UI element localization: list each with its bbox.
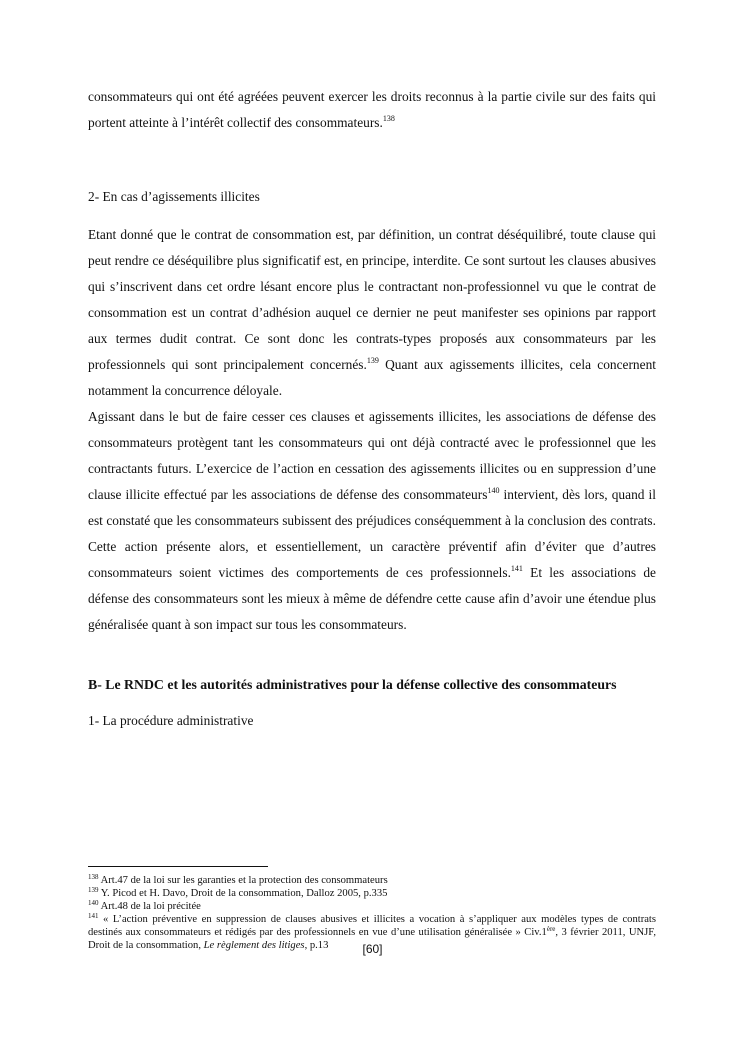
footnotes (88, 874, 656, 952)
footnote-139: $^{139}$ Y. Picod et H. Davo, Droit de la consommation, Dalloz 2005, p.335 (88, 886, 388, 899)
section-b-heading: B- Le RNDC et les autorités administratives pour la défense collective des consommateurs (88, 677, 617, 692)
subheading-administrative-procedure: 1- La procédure administrative (88, 713, 254, 728)
body-text (88, 84, 656, 734)
footnote-138: $^{138}$ Art.47 de la loi sur les garanties et la protection des consommateurs (88, 873, 388, 886)
footnote-separator (88, 866, 268, 867)
page-number: [60] (362, 942, 383, 956)
footnote-ref-140[interactable]: 140 (487, 486, 500, 495)
paragraph-civil-party: consommateurs qui ont été agréées peuvent exercer les droits reconnus à la partie civile sur des faits qui portent atteinte à l’intérêt collectif des consommateurs.$^{138}$ (88, 89, 656, 130)
paragraph-associations-action: Agissant dans le but de faire cesser ces clauses et agissements illicites, les associations de défense des consommateurs protègent tant les consommateurs qui ont déjà contracté avec le professionnel que les contractants futurs. L’exercice de l’action en cessation des agissements illicites ou en suppression d’une clause illicite effectué par les associations de défense des consommateurs$^{140}$ intervient, dès lors, quand il est constaté que les consommateurs subissent des préjudices conséquemment à la conclusion des contrats. Cette action présente alors, et essentiellement, un caractère préventif afin d’éviter que d’autres consommateurs soient victimes des comportements de ces professionnels.$^{141}$ Et les associations de défense des consommateurs sont les mieux à même de défendre cette cause afin d’avoir une étendue plus généralisée quant à son impact sur tous les consommateurs. (88, 409, 656, 632)
footnote-141: $^{141}$ « L’action préventive en suppression de clauses abusives et illicites a vocation à s’appliquer aux modèles types de contrats destinés aux consommateurs et rédigés par des professionnels en vue d’une utilisation généralisée » Civ.1ère, 3 février 2011, UNJF, Droit de la consommation, Le règlement des litiges, p.13 (88, 912, 656, 951)
footnote-140: $^{140}$ Art.48 de la loi précitée (88, 899, 201, 912)
footnote-ref-139[interactable]: 139 (366, 356, 379, 365)
footnote-ref-138[interactable]: 138 (382, 114, 395, 123)
subheading-illicit-acts: 2- En cas d’agissements illicites (88, 189, 260, 204)
footnote-ref-141[interactable]: 141 (510, 564, 523, 573)
paragraph-unbalanced-contract: Etant donné que le contrat de consommation est, par définition, un contrat déséquilibré, toute clause qui peut rendre ce déséquilibre plus significatif est, en principe, interdite. Ce sont surtout les clauses abusives qui s’inscrivent dans cet ordre lésant encore plus le contractant non-professionnel vu que le contrat de consommation est un contrat d’adhésion auquel ce dernier ne peut manifester ses opinions par rapport aux termes dudit contrat. Ce sont donc les contrats-types proposés aux consommateurs par les professionnels qui sont principalement concernés.$^{139}$ Quant aux agissements illicites, cela concernent notamment la concurrence déloyale. (88, 227, 656, 398)
